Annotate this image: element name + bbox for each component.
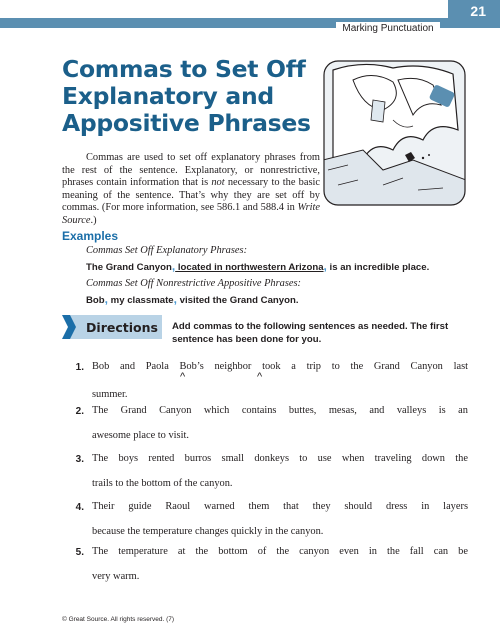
- item-number: 2.: [75, 406, 84, 417]
- inserted-comma: ,: [104, 292, 108, 306]
- title-line: Appositive Phrases: [62, 109, 311, 137]
- intro-text: .): [90, 214, 97, 226]
- example-text: is an incredible place.: [326, 262, 430, 273]
- item-line: The Grand Canyon which contains buttes, mesas, and valleys is an: [92, 405, 468, 416]
- item-line: trails to the bottom of the canyon.: [92, 478, 233, 489]
- intro-book-title: Write Source: [62, 202, 320, 226]
- item-line: awesome place to visit.: [92, 430, 189, 441]
- section-label: Marking Punctuation: [336, 22, 440, 36]
- appositive-phrase: my classmate: [108, 295, 174, 306]
- examples-heading: Examples: [62, 229, 119, 243]
- title-line: Explanatory and: [62, 82, 274, 110]
- example-text: The Grand Canyon: [86, 262, 172, 273]
- item-line: The temperature at the bottom of the canyon even in the fall can be: [92, 546, 468, 557]
- inserted-comma: ,: [323, 259, 327, 273]
- item-number: 4.: [75, 502, 84, 513]
- item-line: because the temperature changes quickly in the canyon.: [92, 526, 324, 537]
- item-line: Bob and Paola Bob’s neighbor took a trip to the Grand Canyon last: [92, 361, 468, 372]
- example-text: Bob: [86, 295, 105, 306]
- intro-text: Commas are used to set off explanatory phrases from the rest of the sentence. Explanatory, or nonrestrictive, phrases contain information that is: [62, 152, 320, 189]
- item-number: 3.: [75, 454, 84, 465]
- intro-paragraph: [62, 152, 320, 228]
- intro-text: necessary to the basic meaning of the sentence. That’s why they are set off by commas. (For more information, see 586.1 and 588.4 in: [62, 177, 320, 214]
- example-sentence: [86, 259, 429, 273]
- item-line: very warm.: [92, 571, 140, 582]
- example-label: Commas Set Off Nonrestrictive Appositive Phrases:: [86, 278, 302, 289]
- caret-mark: ^: [257, 371, 263, 383]
- item-number: 1.: [75, 362, 84, 373]
- directions-text: Add commas to the following sentences as needed. The first sentence has been done for you.: [172, 321, 449, 345]
- directions-tab: [62, 313, 164, 341]
- hiker-illustration: [323, 60, 466, 206]
- inserted-comma: ,: [173, 292, 177, 306]
- directions-label: Directions: [86, 320, 158, 335]
- example-sentence: [86, 292, 299, 306]
- item-line: summer.: [92, 389, 128, 400]
- title-line: Commas to Set Off: [62, 55, 306, 83]
- explanatory-phrase: located in northwestern Arizona: [175, 262, 324, 273]
- item-line: Their guide Raoul warned them that they should dress in layers: [92, 501, 468, 512]
- intro-emphasis: not: [211, 177, 225, 189]
- caret-mark: ^: [180, 371, 186, 383]
- copyright-footer: © Great Source. All rights reserved. (7): [62, 616, 175, 623]
- page-number: 21: [448, 0, 500, 28]
- page-title: [62, 56, 312, 137]
- example-label: Commas Set Off Explanatory Phrases:: [86, 245, 248, 256]
- inserted-comma: ,: [171, 259, 176, 273]
- item-line: The boys rented burros small donkeys to use when traveling down the: [92, 453, 468, 464]
- item-number: 5.: [75, 547, 84, 558]
- example-text: visited the Grand Canyon.: [176, 295, 299, 306]
